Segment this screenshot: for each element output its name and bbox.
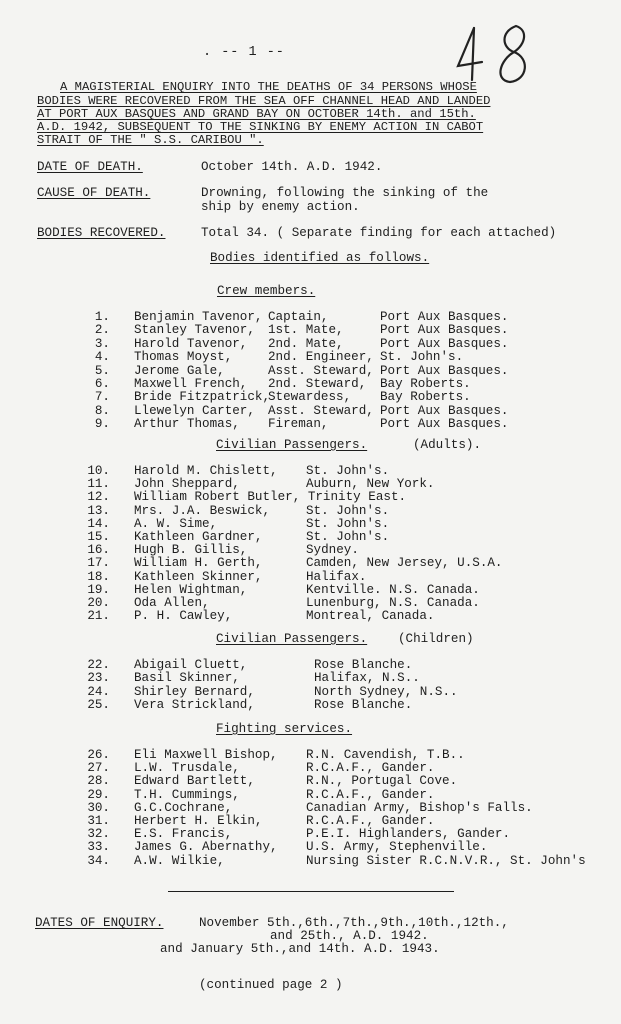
entry-role: Asst. Steward, xyxy=(268,363,374,378)
entry-name: Abigail Cluett, xyxy=(134,658,248,672)
entry-name: G.C.Cochrane, xyxy=(134,800,233,815)
entry-place: Port Aux Basques. xyxy=(380,323,509,338)
entry-name: Arthur Thomas, xyxy=(134,417,240,432)
entry-place: Sydney. xyxy=(306,543,359,558)
title-line-3: AT PORT AUX BASQUES AND GRAND BAY ON OCTOBER 14th. and 15th. xyxy=(37,107,476,121)
entry-number: 7. xyxy=(94,390,110,405)
entry-number: 34. xyxy=(87,853,110,868)
entry-place: St. John's. xyxy=(306,516,390,531)
entry-number: 24. xyxy=(87,684,110,699)
entry-number: 30. xyxy=(87,800,110,815)
entry-place: Montreal, Canada. xyxy=(306,609,435,624)
children-heading-suffix: (Children) xyxy=(398,632,474,646)
entry-place: Rose Blanche. xyxy=(314,658,413,672)
entry-name: Llewelyn Carter, xyxy=(134,403,255,418)
date-of-death-label: DATE OF DEATH. xyxy=(37,160,143,174)
entry-place: Bay Roberts. xyxy=(380,390,471,405)
entry-place: Halifax, N.S.. xyxy=(314,671,420,686)
entry-number: 31. xyxy=(87,814,110,828)
entry-number: 17. xyxy=(87,556,110,571)
entry-number: 15. xyxy=(87,530,110,544)
identified-heading: Bodies identified as follows. xyxy=(210,251,430,265)
entry-name: Herbert H. Elkin, xyxy=(134,814,263,828)
entry-role: 2nd. Steward, xyxy=(268,377,367,391)
entry-place: Port Aux Basques. xyxy=(380,363,509,378)
entry-place: R.C.A.F., Gander. xyxy=(306,814,435,828)
entry-place: R.C.A.F., Gander. xyxy=(306,787,435,802)
entry-place: Nursing Sister R.C.N.V.R., St. John's xyxy=(306,853,586,868)
entry-number: 21. xyxy=(87,609,110,624)
entry-place: Port Aux Basques. xyxy=(380,417,509,432)
entry-name: Harold Tavenor, xyxy=(134,336,248,351)
entry-name: P. H. Cawley, xyxy=(134,609,233,624)
entry-role: Fireman, xyxy=(268,417,329,432)
entry-place: Camden, New Jersey, U.S.A. xyxy=(306,556,503,571)
separator-rule xyxy=(168,891,454,892)
entry-role: Asst. Steward, xyxy=(268,403,374,418)
entry-role: Captain, xyxy=(268,310,329,324)
title-line-2: BODIES WERE RECOVERED FROM THE SEA OFF CHANNEL HEAD AND LANDED xyxy=(37,94,491,108)
entry-name: Mrs. J.A. Beswick, xyxy=(134,503,271,518)
entry-name: John Sheppard, xyxy=(134,477,240,492)
entry-role: Stewardess, xyxy=(268,390,352,405)
entry-name: William H. Gerth, xyxy=(134,556,263,571)
entry-number: 9. xyxy=(94,417,110,432)
entry-name: Maxwell French, xyxy=(134,377,248,391)
entry-number: 19. xyxy=(87,582,110,597)
entry-name: Harold M. Chislett, xyxy=(134,464,278,478)
entry-place: R.N., Portugal Cove. xyxy=(306,774,458,789)
entry-name: T.H. Cummings, xyxy=(134,787,240,802)
date-of-death-value: October 14th. A.D. 1942. xyxy=(201,160,383,174)
entry-role: 1st. Mate, xyxy=(268,323,344,338)
entry-name: A.W. Wilkie, xyxy=(134,853,225,868)
entry-number: 11. xyxy=(87,477,110,492)
entry-place: P.E.I. Highlanders, Gander. xyxy=(306,827,511,842)
entry-place: St. John's. xyxy=(306,503,390,518)
cause-of-death-line-1: Drowning, following the sinking of the xyxy=(201,186,489,200)
entry-role: 2nd. Mate, xyxy=(268,336,344,351)
entry-name: Kathleen Skinner, xyxy=(134,569,263,584)
entry-place: Port Aux Basques. xyxy=(380,310,509,324)
entry-place: R.N. Cavendish, T.B.. xyxy=(306,748,465,762)
entry-name: L.W. Trusdale, xyxy=(134,761,240,776)
entry-name: Kathleen Gardner, xyxy=(134,530,263,544)
entry-name: Shirley Bernard, xyxy=(134,684,255,699)
entry-number: 10. xyxy=(87,464,110,478)
entry-number: 1. xyxy=(94,310,110,324)
entry-name: Jerome Gale, xyxy=(134,363,225,378)
bodies-recovered-label: BODIES RECOVERED. xyxy=(37,226,166,240)
page-number: . -- 1 -- xyxy=(203,45,285,60)
entry-name: Stanley Tavenor, xyxy=(134,323,255,338)
entry-number: 32. xyxy=(87,827,110,842)
entry-place: U.S. Army, Stephenville. xyxy=(306,840,488,855)
dates-of-enquiry-line-1: November 5th.,6th.,7th.,9th.,10th.,12th., xyxy=(199,916,509,930)
entry-place: R.C.A.F., Gander. xyxy=(306,761,435,776)
entry-name: Thomas Moyst, xyxy=(134,350,233,365)
children-heading: Civilian Passengers. xyxy=(216,632,368,646)
entry-number: 13. xyxy=(87,503,110,518)
entry-number: 18. xyxy=(87,569,110,584)
entry-number: 33. xyxy=(87,840,110,855)
entry-number: 3. xyxy=(94,336,110,351)
entry-place: Port Aux Basques. xyxy=(380,336,509,351)
entry-name: Benjamin Tavenor, xyxy=(134,310,263,324)
entry-number: 28. xyxy=(87,774,110,789)
title-line-1: A MAGISTERIAL ENQUIRY INTO THE DEATHS OF 34 PERSONS WHOSE xyxy=(60,80,477,94)
adults-heading: Civilian Passengers. xyxy=(216,438,368,452)
entry-place: St. John's. xyxy=(306,530,390,544)
entry-number: 20. xyxy=(87,596,110,610)
entry-name: E.S. Francis, xyxy=(134,827,233,842)
entry-number: 29. xyxy=(87,787,110,802)
entry-place: Bay Roberts. xyxy=(380,377,471,391)
entry-name: Hugh B. Gillis, xyxy=(134,543,248,558)
cause-of-death-line-2: ship by enemy action. xyxy=(201,200,360,214)
entry-place: St. John's. xyxy=(380,350,464,365)
cause-of-death-label: CAUSE OF DEATH. xyxy=(37,186,151,200)
services-heading: Fighting services. xyxy=(216,722,353,736)
entry-number: 4. xyxy=(94,350,110,365)
title-line-4: A.D. 1942, SUBSEQUENT TO THE SINKING BY ENEMY ACTION IN CABOT xyxy=(37,120,484,134)
entry-name: Oda Allen, xyxy=(134,596,210,610)
dates-of-enquiry-label: DATES OF ENQUIRY. xyxy=(35,916,164,930)
entry-number: 27. xyxy=(87,761,110,776)
crew-heading: Crew members. xyxy=(217,284,316,298)
entry-place: Halifax. xyxy=(306,569,367,584)
entry-place: Port Aux Basques. xyxy=(380,403,509,418)
entry-name: Edward Bartlett, xyxy=(134,774,255,789)
entry-number: 23. xyxy=(87,671,110,686)
entry-name: William Robert Butler, Trinity East. xyxy=(134,490,407,505)
title-line-5: STRAIT OF THE " S.S. CARIBOU ". xyxy=(37,133,264,147)
continued-note: (continued page 2 ) xyxy=(199,978,343,992)
entry-number: 12. xyxy=(87,490,110,505)
entry-place: Auburn, New York. xyxy=(306,477,435,492)
entry-number: 22. xyxy=(87,658,110,672)
entry-number: 16. xyxy=(87,543,110,558)
entry-role: 2nd. Engineer, xyxy=(268,350,374,365)
entry-number: 8. xyxy=(94,403,110,418)
dates-of-enquiry-line-2: and 25th., A.D. 1942. xyxy=(270,929,429,943)
entry-number: 25. xyxy=(87,698,110,713)
entry-place: Rose Blanche. xyxy=(314,698,413,713)
entry-place: North Sydney, N.S.. xyxy=(314,684,458,699)
entry-place: Canadian Army, Bishop's Falls. xyxy=(306,800,533,815)
adults-heading-suffix: (Adults). xyxy=(413,438,482,452)
entry-name: Vera Strickland, xyxy=(134,698,255,713)
entry-number: 26. xyxy=(87,748,110,762)
entry-name: Bride Fitzpatrick, xyxy=(134,390,271,405)
entry-number: 5. xyxy=(94,363,110,378)
entry-place: St. John's. xyxy=(306,464,390,478)
entry-number: 2. xyxy=(94,323,110,338)
entry-name: James G. Abernathy, xyxy=(134,840,278,855)
entry-number: 6. xyxy=(94,377,110,391)
dates-of-enquiry-line-3: and January 5th.,and 14th. A.D. 1943. xyxy=(160,942,440,956)
entry-name: Helen Wightman, xyxy=(134,582,248,597)
entry-name: A. W. Sime, xyxy=(134,516,218,531)
entry-place: Lunenburg, N.S. Canada. xyxy=(306,596,480,610)
entry-number: 14. xyxy=(87,516,110,531)
entry-name: Basil Skinner, xyxy=(134,671,240,686)
entry-name: Eli Maxwell Bishop, xyxy=(134,748,278,762)
bodies-recovered-value: Total 34. ( Separate finding for each attached) xyxy=(201,226,557,240)
entry-place: Kentville. N.S. Canada. xyxy=(306,582,480,597)
